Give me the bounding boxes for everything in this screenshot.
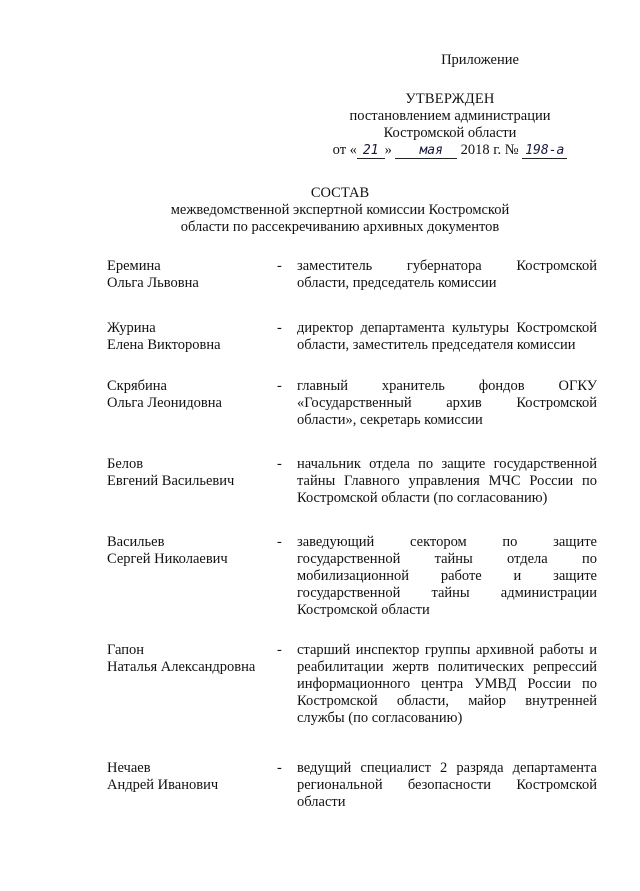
member-surname: Скрябина (107, 378, 167, 394)
appendix-label: Приложение (441, 52, 519, 68)
approval-line-2: Костромской области (383, 125, 517, 141)
member-role-line: государственной тайны администрации (297, 585, 597, 601)
member-role-line: области, заместитель председателя комиссии (297, 337, 576, 353)
member-row (107, 760, 597, 811)
decree-number: 198-а (522, 143, 567, 159)
member-role-line: области, председатель комиссии (297, 275, 497, 291)
member-role (297, 456, 597, 507)
member-given-names: Ольга Леонидовна (107, 395, 222, 411)
member-dash: - (277, 258, 282, 274)
title-heading: СОСТАВ (310, 185, 370, 201)
member-row (107, 258, 597, 292)
title-line-2: области по рассекречиванию архивных документов (180, 219, 500, 235)
member-surname: Нечаев (107, 760, 151, 776)
member-role-line: директор департамента культуры Костромской (297, 320, 597, 336)
member-dash: - (277, 534, 282, 550)
member-dash: - (277, 456, 282, 472)
member-dash: - (277, 642, 282, 658)
member-surname: Журина (107, 320, 156, 336)
member-role (297, 258, 597, 292)
document-title (140, 185, 540, 236)
member-role-line: тайны Главного управления МЧС России по (297, 473, 597, 489)
member-role (297, 320, 597, 354)
member-role-line: информационного центра УМВД России по (297, 676, 597, 692)
date-prefix: от « (332, 142, 357, 158)
member-dash: - (277, 760, 282, 776)
member-surname: Васильев (107, 534, 165, 550)
member-role-line: заведующий сектором по защите (297, 534, 597, 550)
date-mid: » (384, 142, 392, 158)
member-given-names: Евгений Васильевич (107, 473, 235, 489)
member-role-line: Костромской области, майор внутренней (297, 693, 597, 709)
member-row (107, 456, 597, 507)
member-role-line: региональной безопасности Костромской (297, 777, 597, 793)
member-role-line: «Государственный архив Костромской (297, 395, 597, 411)
member-role-line: ведущий специалист 2 разряда департамента (297, 760, 597, 776)
member-surname: Еремина (107, 258, 161, 274)
member-role (297, 642, 597, 727)
member-row (107, 534, 597, 619)
member-name (107, 760, 277, 811)
approved-heading: УТВЕРЖДЕН (405, 91, 495, 107)
member-given-names: Елена Викторовна (107, 337, 221, 353)
member-row (107, 378, 597, 429)
member-role-line: Костромской области (297, 602, 430, 618)
date-day: 21 (357, 143, 385, 159)
member-role (297, 534, 597, 619)
member-given-names: Сергей Николаевич (107, 551, 228, 567)
member-role-line: мобилизационной работе и защите (297, 568, 597, 584)
member-role-line: области (297, 794, 346, 810)
member-role-line: реабилитации жертв политических репрессий (297, 659, 597, 675)
approval-line-1: постановлением администрации (349, 108, 551, 124)
date-month: мая (395, 143, 456, 159)
member-name (107, 534, 277, 619)
member-name (107, 642, 277, 727)
member-name (107, 320, 277, 354)
member-role-line: главный хранитель фондов ОГКУ (297, 378, 597, 394)
member-role-line: заместитель губернатора Костромской (297, 258, 597, 274)
member-dash: - (277, 320, 282, 336)
member-name (107, 258, 277, 292)
member-given-names: Наталья Александровна (107, 659, 256, 675)
approval-block (320, 52, 580, 159)
approval-date-line (320, 142, 580, 159)
member-surname: Белов (107, 456, 144, 472)
member-role-line: старший инспектор группы архивной работы и (297, 642, 597, 658)
member-role-line: службы (по согласованию) (297, 710, 463, 726)
member-given-names: Ольга Львовна (107, 275, 199, 291)
member-dash: - (277, 378, 282, 394)
date-year: 2018 г. № (460, 142, 519, 158)
member-role (297, 378, 597, 429)
member-name (107, 378, 277, 429)
member-role-line: начальник отдела по защите государственной (297, 456, 597, 472)
member-surname: Гапон (107, 642, 145, 658)
member-role (297, 760, 597, 811)
title-line-1: межведомственной экспертной комиссии Костромской (170, 202, 510, 218)
member-row (107, 642, 597, 727)
member-given-names: Андрей Иванович (107, 777, 219, 793)
member-role-line: государственной тайны отдела по (297, 551, 597, 567)
member-role-line: области», секретарь комиссии (297, 412, 483, 428)
member-role-line: Костромской области (по согласованию) (297, 490, 548, 506)
member-row (107, 320, 597, 354)
member-name (107, 456, 277, 507)
